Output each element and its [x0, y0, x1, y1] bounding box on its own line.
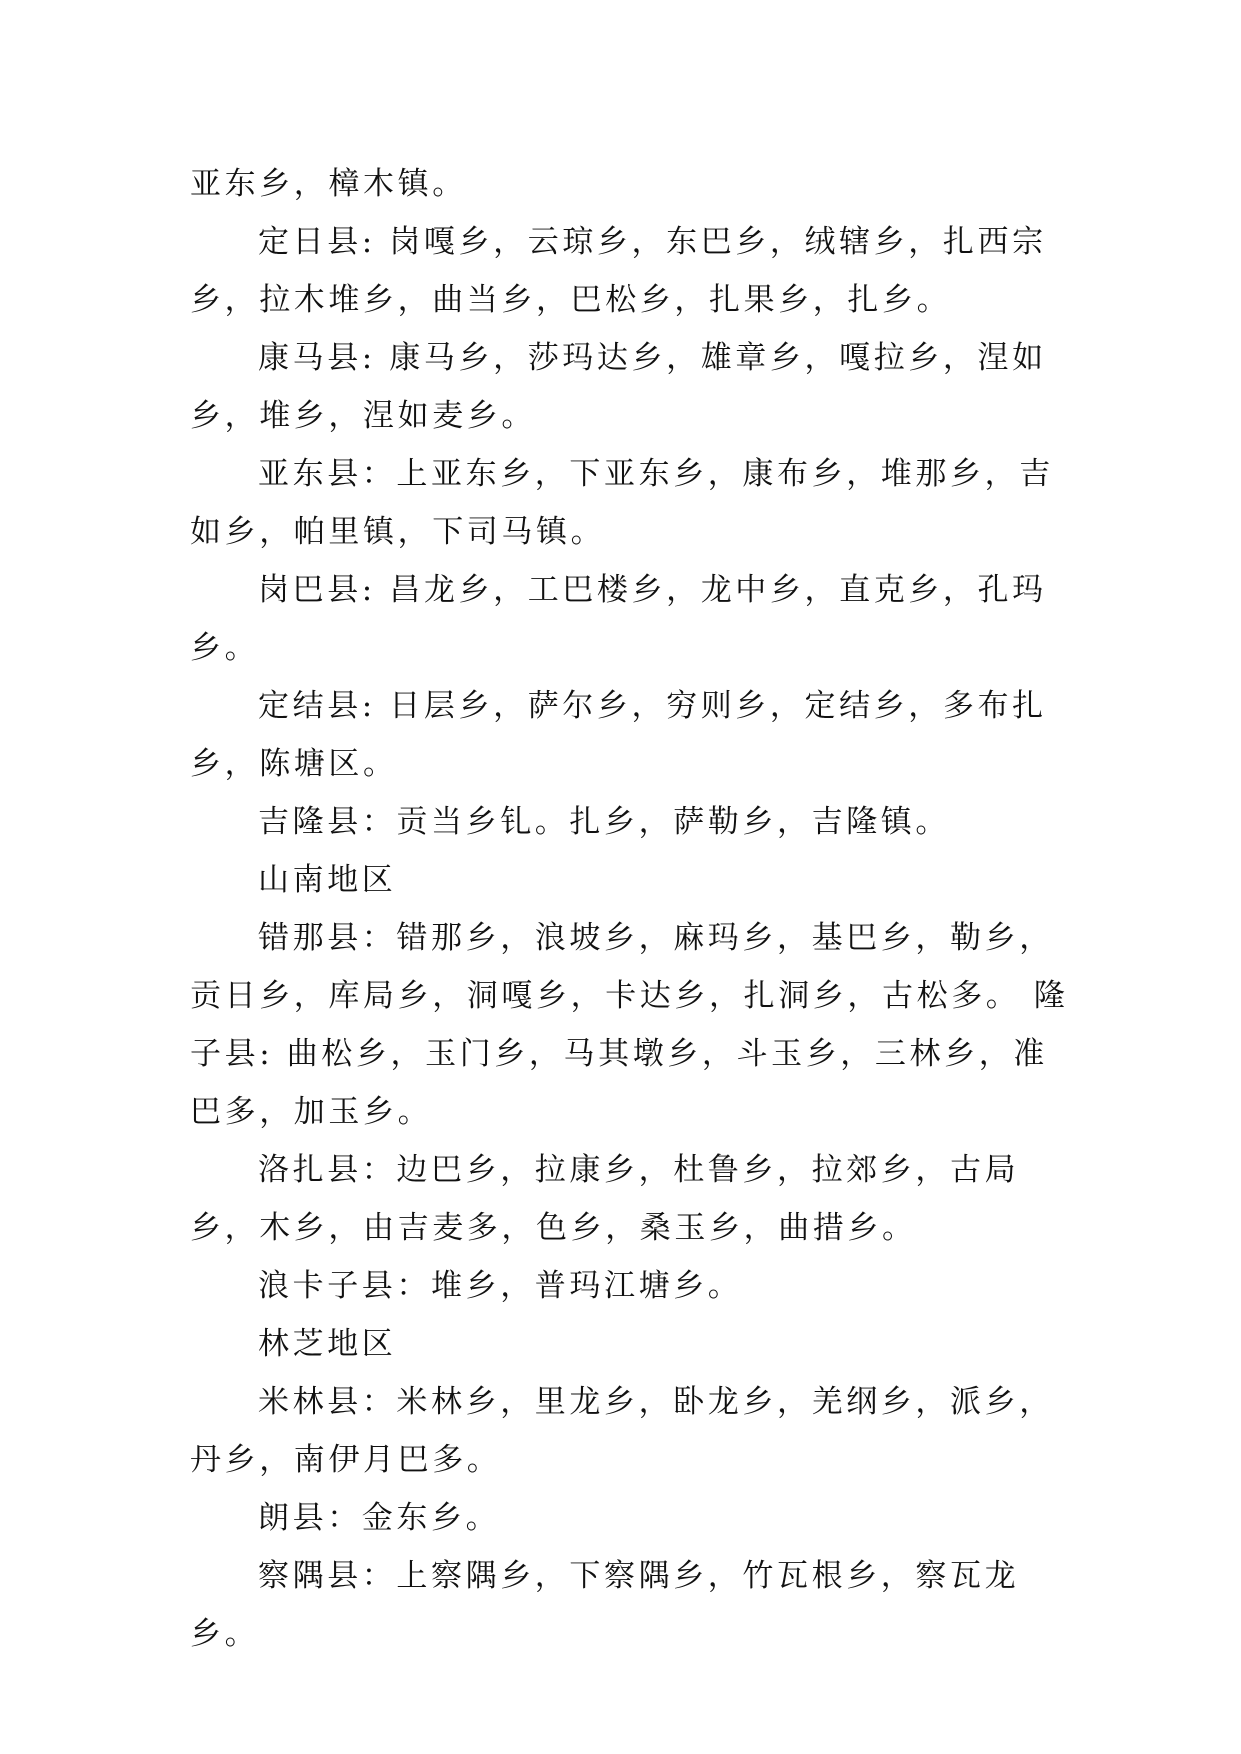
- document-body: [190, 155, 1070, 1663]
- section-heading-shannan: 山南地区: [258, 862, 397, 898]
- paragraph-yadong-county: 亚东县：上亚东乡，下亚东乡，康布乡，堆那乡，吉如乡，帕里镇，下司马镇。: [190, 456, 1054, 550]
- paragraph-kangma-county: 康马县: 康马乡，莎玛达乡，雄章乡，嘎拉乡，涅如乡，堆乡，涅如麦乡。: [190, 340, 1047, 434]
- section-heading-linzhi: 林芝地区: [258, 1326, 397, 1362]
- paragraph-gangba-county: 岗巴县: 昌龙乡，工巴楼乡，龙中乡，直克乡，孔玛乡。: [190, 572, 1047, 666]
- paragraph-dingri-county: 定日县: 岗嘎乡，云琼乡，东巴乡，绒辖乡，扎西宗乡，拉木堆乡，曲当乡，巴松乡，扎果乡，扎乡。: [190, 224, 1047, 318]
- paragraph-continuation: 亚东乡，樟木镇。: [190, 166, 467, 202]
- paragraph-luozha-county: 洛扎县：边巴乡，拉康乡，杜鲁乡，拉郊乡，古局乡，木乡，由吉麦多，色乡，桑玉乡，曲措乡。: [190, 1152, 1020, 1246]
- paragraph-jilong-county: 吉隆县：贡当乡钆。扎乡，萨勒乡，吉隆镇。: [258, 804, 950, 840]
- paragraph-chayu-county: 察隅县：上察隅乡，下察隅乡，竹瓦根乡，察瓦龙乡。: [190, 1558, 1020, 1652]
- paragraph-cuona-longzi-county: 错那县：错那乡，浪坡乡，麻玛乡，基巴乡，勒乡，贡日乡，库局乡，洞嘎乡，卡达乡，扎洞乡，古松多。 隆子县: 曲松乡，玉门乡，马其墩乡，斗玉乡，三林乡，准巴多，加玉乡。: [190, 920, 1069, 1130]
- paragraph-lang-county: 朗县：金东乡。: [258, 1500, 501, 1536]
- paragraph-langkazi-county: 浪卡子县：堆乡，普玛江塘乡。: [258, 1268, 743, 1304]
- paragraph-milin-county: 米林县：米林乡，里龙乡，卧龙乡，羌纲乡，派乡，丹乡，南伊月巴多。: [190, 1384, 1054, 1478]
- paragraph-dingjie-county: 定结县: 日层乡，萨尔乡，穷则乡，定结乡，多布扎乡，陈塘区。: [190, 688, 1047, 782]
